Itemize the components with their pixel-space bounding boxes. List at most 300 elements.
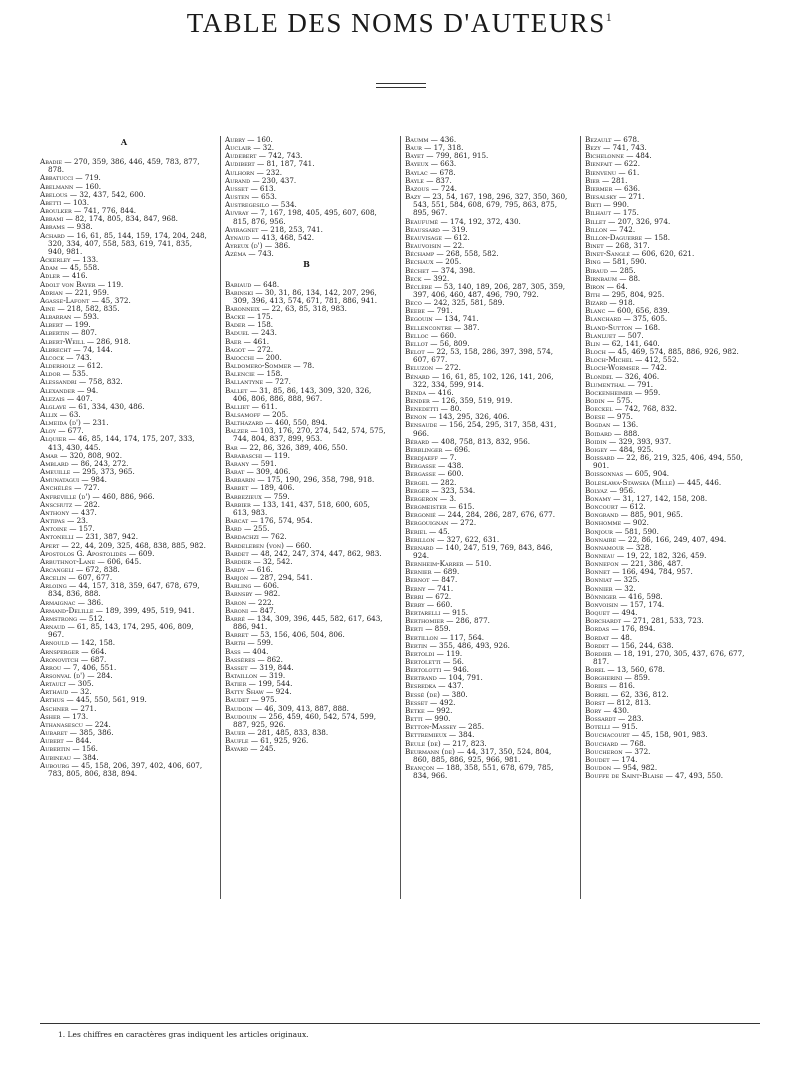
- author-name: Barjon: [225, 573, 249, 583]
- author-name: Boidin: [585, 436, 607, 446]
- page-refs: — 329, 393, 937.: [606, 436, 672, 446]
- page-refs: — 605, 904.: [623, 469, 670, 479]
- page-refs: — 319.: [439, 224, 468, 234]
- page-refs: — 954, 982.: [611, 763, 658, 773]
- author-name: Audibert: [225, 159, 255, 169]
- page-refs: — 606, 645.: [95, 556, 142, 566]
- page-refs: — 143, 295, 326, 406.: [426, 412, 510, 422]
- author-name: Bonamy: [585, 493, 611, 503]
- page-refs: — 287, 294, 541.: [248, 573, 313, 583]
- author-name: Aynaud: [225, 232, 250, 242]
- page-refs: — 136.: [610, 420, 639, 430]
- index-entry: [585, 650, 748, 666]
- page-refs: — 844.: [63, 736, 92, 746]
- page-refs: — 663.: [428, 159, 457, 169]
- author-name: Beck: [405, 273, 422, 283]
- page-refs: — 140, 247, 519, 769, 843, 846, 924.: [413, 542, 553, 560]
- author-name: Arnsperger: [40, 646, 79, 656]
- page-refs: — 119.: [434, 648, 463, 658]
- page-refs: — 982.: [252, 589, 281, 599]
- author-name: Borst: [585, 697, 605, 707]
- page-refs: — 134, 741.: [432, 314, 479, 324]
- author-name: Bichelonne: [585, 151, 624, 161]
- page-refs: — 31, 127, 142, 158, 208.: [610, 493, 708, 503]
- page-refs: — 17, 318.: [421, 143, 464, 153]
- author-name: Amblard: [40, 458, 69, 468]
- page-refs: — 30, 31, 86, 134, 142, 207, 296, 309, 396, 413, 574, 671, 781, 886, 941.: [233, 287, 378, 305]
- author-name: Biraud: [585, 265, 608, 275]
- page-refs: — 189, 399, 495, 519, 941.: [93, 605, 195, 615]
- author-name: Bernot: [405, 575, 430, 585]
- author-name: Beauvoisin: [405, 241, 442, 251]
- page-refs: — 956.: [607, 485, 636, 495]
- author-name: Boidard: [585, 428, 612, 438]
- author-name: Beule (de): [405, 738, 441, 748]
- page-refs: — 13, 560, 678.: [605, 665, 665, 675]
- author-name: Bossardt: [585, 714, 616, 724]
- author-name: Basset: [225, 662, 248, 672]
- author-name: Bergasse: [405, 461, 436, 471]
- author-name: Bonnet: [585, 567, 611, 577]
- page-refs: — 47, 493, 550.: [663, 771, 724, 781]
- page-refs: — 126, 359, 519, 919.: [429, 396, 513, 405]
- page-refs: — 271.: [68, 703, 97, 713]
- page-refs: — 741.: [425, 583, 454, 593]
- page-refs: — 268, 558, 582.: [434, 249, 499, 259]
- page-refs: — 119.: [95, 279, 124, 289]
- author-name: Bloch: [585, 347, 606, 357]
- index-entry: [405, 421, 568, 437]
- page-refs: — 319, 844.: [247, 662, 294, 672]
- author-name: Bayet: [405, 151, 424, 161]
- page-refs: — 157, 174.: [618, 599, 665, 609]
- author-name: Anthony: [40, 507, 70, 517]
- index-entry: [225, 289, 388, 305]
- author-name: Armstrong: [40, 613, 78, 623]
- author-name: Baudoin: [225, 703, 253, 713]
- author-name: Bieti: [585, 200, 602, 210]
- page-refs: — 134, 309, 396, 445, 582, 617, 643, 886, 941.: [233, 613, 383, 632]
- page-refs: — 272.: [433, 363, 461, 373]
- page-refs: — 600, 656, 839.: [605, 306, 670, 316]
- page-refs: — 22, 86, 219, 325, 406, 494, 550, 901.: [593, 453, 743, 471]
- page-refs: — 484, 925.: [607, 444, 654, 454]
- page-refs: — 222.: [246, 597, 274, 607]
- page-refs: — 157.: [67, 524, 95, 534]
- author-name: Berri: [405, 591, 424, 601]
- author-name: Bory: [585, 705, 602, 715]
- page-refs: — 416, 598.: [616, 591, 663, 601]
- author-name: Beaufumé: [405, 216, 439, 226]
- page-refs: — 938.: [64, 222, 93, 232]
- author-name: Bongrand: [585, 510, 619, 520]
- author-name: Bith: [585, 289, 600, 299]
- page-refs: — 23.: [64, 516, 89, 526]
- author-name: Berti: [405, 624, 423, 634]
- page-refs: — 660.: [428, 330, 457, 340]
- page-refs: — 959.: [632, 387, 661, 397]
- author-name: Baron: [225, 597, 247, 607]
- page-refs: — 74, 144.: [71, 344, 113, 354]
- author-name: Barret: [225, 630, 249, 640]
- page-refs: — 924.: [263, 687, 292, 697]
- page-refs: — 199.: [62, 320, 91, 330]
- author-name: Amunatagui: [40, 475, 80, 485]
- page-refs: — 372.: [622, 746, 651, 756]
- author-name: Beluzon: [405, 363, 434, 373]
- page-refs: — 272.: [448, 518, 477, 528]
- author-name: Bier: [585, 175, 600, 185]
- page-refs: — 53, 140, 189, 206, 287, 305, 359, 397, 406, 460, 487, 496, 790, 792.: [413, 281, 566, 299]
- author-name: Bass: [225, 646, 241, 656]
- index-entry: [405, 373, 568, 389]
- page-refs: — 305.: [66, 679, 94, 689]
- page-refs: — 606, 620, 621.: [629, 249, 695, 259]
- page-refs: — 885, 901, 965.: [618, 510, 683, 520]
- page-refs: — 176, 894.: [609, 624, 656, 634]
- page-refs: — 270, 359, 386, 446, 459, 783, 877, 878.: [48, 157, 200, 175]
- author-name: Ackerley: [40, 255, 71, 265]
- page-refs: — 22.: [441, 241, 465, 251]
- author-name: Ayreux (d'): [225, 241, 263, 251]
- author-name: Boese: [585, 412, 606, 422]
- index-entry: [40, 158, 208, 174]
- author-name: Antonelli: [40, 532, 74, 542]
- author-name: Audebert: [225, 151, 257, 161]
- index-entry: [40, 623, 208, 639]
- author-name: Belloc: [405, 330, 429, 340]
- page-refs: — 768.: [618, 738, 646, 748]
- page-refs: — 847.: [429, 575, 458, 585]
- page-refs: — 56, 809.: [428, 338, 470, 348]
- footnote: 1. Les chiffres en caractères gras indiquent les articles originaux.: [58, 1030, 309, 1039]
- author-name: Beco: [405, 298, 422, 308]
- page-refs: — 45, 158, 206, 397, 402, 406, 607, 783, 805, 806, 838, 894.: [48, 760, 203, 778]
- page-refs: — 791.: [424, 306, 453, 316]
- page-refs: — 677.: [55, 426, 84, 436]
- page-refs: — 384.: [70, 752, 99, 762]
- author-name: Barbarin: [225, 475, 256, 485]
- author-name: Bogdan: [585, 420, 611, 430]
- author-name: Alcock: [40, 352, 64, 362]
- page-refs: — 593.: [71, 312, 100, 322]
- author-name: Bergmeister: [405, 502, 447, 512]
- page-refs: — 386.: [75, 597, 104, 607]
- page-refs: — 31, 85, 86, 143, 309, 320, 326, 406, 806, 886, 888, 967.: [233, 385, 372, 403]
- page-refs: — 205.: [433, 257, 462, 267]
- author-name: Berdjaeff: [405, 453, 438, 463]
- page-refs: — 7, 167, 198, 405, 495, 607, 608, 815, 876, 956.: [233, 208, 377, 226]
- page-refs: — 272.: [245, 344, 274, 354]
- author-name: Berny: [405, 583, 426, 593]
- author-name: Biesalsky: [585, 192, 617, 202]
- author-name: Austregesilo: [225, 200, 270, 210]
- page-refs: — 759.: [261, 491, 290, 501]
- page-refs: — 975.: [249, 695, 277, 705]
- author-name: Bordat: [585, 632, 609, 642]
- author-name: Barnsby: [225, 589, 253, 599]
- author-name: Baumm: [405, 135, 429, 144]
- page-refs: — 461.: [241, 336, 270, 346]
- page-refs: — 512.: [77, 613, 105, 623]
- author-name: Bessé (de): [405, 689, 440, 699]
- author-name: Aschner: [40, 703, 69, 713]
- page-refs: — 18, 191, 270, 305, 437, 676, 677, 817.: [593, 648, 745, 666]
- author-name: Alquier: [40, 434, 67, 444]
- author-name: Boudet: [585, 754, 610, 764]
- author-name: Ballet: [225, 385, 248, 395]
- page-refs: — 416.: [425, 387, 454, 397]
- page-refs: — 200.: [253, 352, 282, 362]
- page-refs: — 436.: [428, 135, 457, 144]
- page-refs: — 286, 918.: [84, 336, 131, 346]
- author-name: Besset: [405, 697, 428, 707]
- page-refs: — 660.: [424, 599, 453, 609]
- author-name: Balthazard: [225, 418, 263, 428]
- author-name: Blondel: [585, 371, 614, 381]
- author-name: Benedetti: [405, 404, 439, 414]
- author-name: Borgherini: [585, 673, 623, 683]
- author-name: Bodin: [585, 396, 605, 405]
- page-refs: — 607, 677.: [66, 573, 113, 583]
- author-name: Bazous: [405, 183, 430, 193]
- author-name: Adam: [40, 263, 58, 273]
- page-refs: — 408, 758, 813, 832, 956.: [429, 436, 531, 446]
- author-name: Betke: [405, 705, 425, 715]
- author-name: Azéma: [225, 249, 247, 259]
- author-name: Bonjour: [585, 526, 613, 536]
- page-refs: — 64.: [604, 281, 628, 291]
- author-name: Bordet: [585, 640, 610, 650]
- author-name: Boudon: [585, 763, 612, 773]
- page-refs: — 445, 550, 561, 919.: [64, 695, 147, 705]
- author-name: Bonvoisin: [585, 599, 619, 609]
- page-refs: — 45.: [426, 526, 450, 536]
- page-refs: — 23, 54, 167, 198, 296, 327, 350, 360, 543, 551, 584, 608, 679, 795, 863, 875, 895, 967.: [413, 192, 568, 218]
- author-name: Bönniger: [585, 591, 617, 601]
- index-entry: [405, 193, 568, 217]
- index-entry: [405, 748, 568, 764]
- page-refs: — 742.: [639, 363, 667, 373]
- page-refs: — 741, 776, 844.: [71, 206, 137, 216]
- page-refs: — 80.: [438, 404, 462, 414]
- author-name: Bertrand: [405, 673, 437, 683]
- author-name: Bockenheimer: [585, 387, 633, 397]
- page-refs: — 412, 552.: [632, 355, 679, 365]
- author-name: Beriel: [405, 526, 427, 536]
- page-refs: — 32, 542.: [251, 556, 293, 566]
- page-refs: — 724.: [429, 183, 457, 193]
- page-refs: — 62, 336, 812.: [608, 689, 669, 699]
- index-entry: [225, 713, 388, 729]
- author-name: Bloch-Wormser: [585, 363, 640, 373]
- author-name: Barré: [225, 613, 246, 623]
- author-name: Batier: [225, 679, 247, 689]
- page-refs: — 727.: [263, 377, 291, 387]
- page-refs: — 166, 494, 784, 957.: [610, 567, 693, 577]
- page-refs: — 218, 253, 741.: [258, 224, 323, 234]
- author-name: Bertarelli: [405, 608, 441, 618]
- author-name: Auclair: [225, 143, 251, 153]
- author-name: Balsamoff: [225, 410, 261, 419]
- index-entry: [405, 348, 568, 364]
- page-refs: — 990.: [422, 714, 451, 724]
- author-name: Bazy: [405, 192, 421, 202]
- author-name: Bérard: [405, 436, 430, 446]
- author-name: Blanchard: [585, 314, 622, 324]
- author-name: Baur: [405, 143, 422, 153]
- author-name: Albert: [40, 320, 63, 330]
- page-refs: — 622.: [612, 159, 641, 169]
- page-refs: — 599.: [245, 638, 274, 648]
- page-refs: — 158.: [254, 369, 283, 379]
- footnote-rule: [40, 1023, 760, 1024]
- page-refs: — 460, 886, 966.: [90, 491, 155, 501]
- author-name: Bonneau: [585, 550, 615, 560]
- author-name: Abrami: [40, 214, 64, 224]
- author-name: Bergasse: [405, 469, 436, 479]
- page-refs: — 719.: [73, 173, 101, 183]
- author-name: Athanasescu: [40, 719, 84, 729]
- page-refs: — 45, 469, 574, 885, 886, 926, 982.: [605, 347, 739, 357]
- page-refs: — 286, 877.: [443, 616, 490, 626]
- author-name: Bordier: [585, 648, 612, 658]
- page-refs: — 189, 406.: [248, 483, 295, 493]
- author-name: Arrou: [40, 662, 62, 672]
- author-name: Beauvisage: [405, 232, 443, 242]
- page-refs: — 175, 190, 296, 358, 798, 918.: [255, 475, 375, 485]
- page-refs: — 61, 85, 143, 174, 295, 406, 809, 967.: [48, 622, 194, 640]
- author-name: Arnould: [40, 638, 69, 648]
- page-refs: — 295, 373, 965.: [70, 467, 135, 477]
- page-refs: — 281, 485, 833, 838.: [245, 728, 329, 738]
- page-refs: — 86, 243, 272.: [68, 458, 129, 468]
- author-name: Barling: [225, 581, 252, 591]
- page-refs: — 687.: [78, 654, 107, 664]
- page-refs: — 758, 832.: [76, 377, 123, 387]
- index-entry: [225, 501, 388, 517]
- page-refs: — 430.: [601, 705, 630, 715]
- page-refs: — 32, 437, 542, 600.: [67, 189, 146, 199]
- page-refs: — 374, 398.: [429, 265, 476, 275]
- author-name: Bellot: [405, 338, 429, 348]
- author-name: Billon-Daguerre: [585, 232, 643, 242]
- author-name: Bonnefon: [585, 559, 619, 569]
- page-refs: — 386.: [262, 241, 291, 251]
- author-name: Boleslawa-Stawska (Mlle): [585, 477, 676, 487]
- author-name: Bataillon: [225, 671, 258, 680]
- author-name: Agasse-Lafont: [40, 295, 90, 305]
- page-refs: — 133, 141, 437, 518, 600, 605, 613, 983.: [233, 499, 370, 517]
- author-name: Bland-Sutton: [585, 322, 633, 332]
- author-name: Adler: [40, 271, 60, 281]
- page-refs: — 199, 544.: [246, 679, 293, 689]
- author-name: Billet: [585, 216, 606, 226]
- author-name: Beançon: [405, 763, 435, 773]
- author-name: Blanluet: [585, 330, 616, 340]
- author-name: Abadie: [40, 157, 63, 167]
- author-name: Bettremieux: [405, 730, 447, 740]
- page-refs: — 117, 564.: [438, 632, 485, 642]
- page-refs: — 320, 808, 902.: [57, 450, 123, 460]
- page-refs: — 188, 358, 551, 678, 679, 785, 834, 966.: [413, 763, 554, 781]
- author-name: Berillon: [405, 534, 435, 544]
- author-name: Apostolos G. Apostolidès: [40, 548, 127, 558]
- index-entry: [225, 427, 388, 443]
- index-entry: [585, 454, 748, 470]
- author-name: Armand-Delille: [40, 605, 94, 615]
- page-refs: — 742, 768, 832.: [612, 404, 677, 414]
- author-name: Blanc: [585, 306, 606, 316]
- index-entry: [225, 745, 388, 753]
- author-name: Antipas: [40, 516, 65, 526]
- page-refs: — 81, 187, 741.: [254, 159, 315, 169]
- author-name: Alexander: [40, 385, 75, 395]
- author-name: Bernard: [405, 542, 434, 552]
- author-name: Bauer: [225, 728, 246, 738]
- page-refs: — 295, 804, 925.: [599, 289, 665, 299]
- page-refs: — 103.: [61, 197, 90, 207]
- page-refs: — 445, 446.: [675, 477, 722, 487]
- author-name: Bienfait: [585, 159, 613, 169]
- author-name: Bezy: [585, 143, 601, 153]
- author-name: Albrecht: [40, 344, 72, 354]
- author-name: Borel: [585, 665, 606, 675]
- index-entry: [405, 283, 568, 299]
- author-name: Bagot: [225, 344, 246, 354]
- author-name: Bayle: [405, 175, 424, 185]
- page-refs: — 660.: [283, 540, 312, 550]
- page-refs: — 984.: [79, 475, 107, 485]
- page-refs: — 7, 406, 551.: [61, 662, 117, 672]
- page-refs: — 158.: [245, 320, 274, 330]
- author-name: Aldor: [40, 369, 61, 379]
- page-refs: — 387.: [451, 322, 480, 332]
- author-name: Bayard: [225, 744, 248, 754]
- author-name: Béchet: [405, 265, 430, 275]
- page-refs: — 727.: [71, 483, 100, 493]
- author-name: Bergel: [405, 477, 429, 487]
- page-refs: — 160.: [245, 135, 273, 144]
- page-refs: — 271, 281, 533, 723.: [621, 616, 704, 626]
- author-name: Birnbaum: [585, 273, 618, 283]
- page-refs: — 743.: [64, 352, 92, 362]
- page-refs: — 221, 959.: [62, 287, 109, 297]
- page-refs: — 61, 925, 926.: [248, 736, 309, 746]
- page-refs: — 612.: [75, 361, 103, 371]
- page-refs: — 636.: [612, 183, 640, 193]
- page-refs: — 45, 372.: [89, 295, 131, 305]
- author-name: Aubaret: [40, 728, 68, 738]
- author-name: Bertolotti: [405, 665, 442, 675]
- index-entry: [40, 435, 208, 451]
- page-refs: — 535.: [60, 369, 89, 379]
- page-refs: — 380.: [439, 689, 468, 699]
- author-name: Alezais: [40, 393, 65, 403]
- author-name: Arthaud: [40, 687, 69, 697]
- author-name: Baroni: [225, 605, 249, 615]
- author-name: Boigey: [585, 444, 608, 454]
- page-refs: — 61.: [616, 167, 640, 177]
- author-name: Bassères: [225, 654, 256, 664]
- index-column-3: [400, 136, 568, 899]
- author-name: Béclère: [405, 281, 433, 291]
- page-refs: — 32.: [612, 583, 636, 593]
- author-name: Alderholz: [40, 361, 76, 371]
- author-name: Aubert: [40, 736, 64, 746]
- page-refs: — 255.: [241, 524, 270, 534]
- page-refs: — 837.: [423, 175, 452, 185]
